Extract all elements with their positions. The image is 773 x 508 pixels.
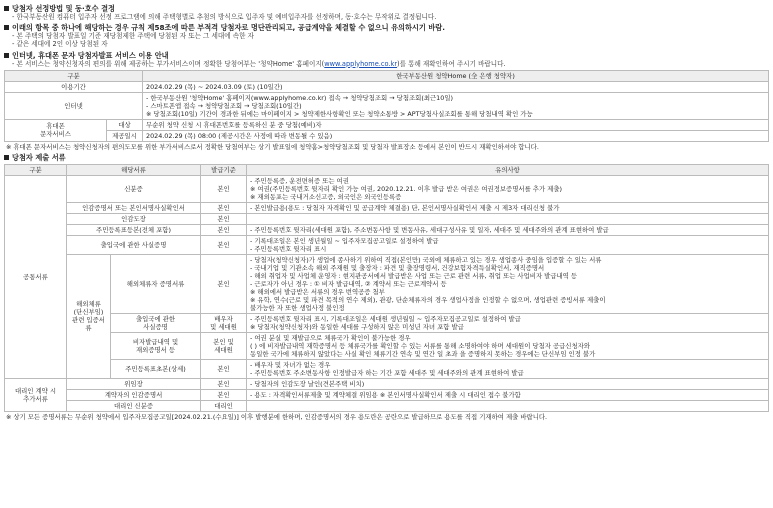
table2-note: ※ 상기 모든 증명서류는 무순위 청약에서 입주자모집공고일[2024.02.21.(수요일)] 이후 발행분에 한하며, 인감증명서의 경우 용도란은 공란으로 발급하므로 용도를 직접 기재하여 제출 바랍니다. [6,412,548,421]
section4-heading: 당첨자 제출 서류 [4,153,769,162]
document-name: 주민등록표등본(전체 포함) [67,224,201,235]
sms-label: 휴대폰 문자서비스 [5,119,107,141]
document-notes: - 당첨자의 인감도장 날인(견본주택 비치) [247,378,769,389]
proxy-docs-label: 대리인 계약 시 추가서류 [5,378,67,411]
table-row [5,235,769,254]
sms-target-value: 무순위 청약 신청 시 휴대폰번호를 등록하신 분 중 당첨(예비)자 [143,119,769,130]
document-name: 인감도장 [67,213,201,224]
document-notes: - 용도 : 자격확인서류제출 및 계약체결 위임용 ※ 본인서명사실확인서 제출 시 대리인 접수 불가함 [247,389,769,400]
issue-basis: 본인 [201,224,247,235]
square-bullet-icon [4,155,9,160]
table-row [5,313,769,332]
table-row [5,254,769,313]
issue-basis: 대리인 [201,400,247,411]
announcement-service-table [4,70,769,142]
document-name: 계약자의 인감증명서 [67,389,201,400]
table2-header-category: 구분 [5,164,67,175]
table2-header-notes: 유의사항 [247,164,769,175]
issue-basis: 본인 [201,202,247,213]
sms-time-value: 2024.02.29 (목) 08:00 (제공시간은 사정에 따라 변동될 수 있음) [143,130,769,141]
applyhome-link[interactable]: www.applyhome.co.kr [324,59,398,68]
table-row [5,378,769,389]
document-notes [247,400,769,411]
internet-instructions: - 한국부동산원 '청약Home' 홈페이지(www.applyhome.co.kr) 접속 → 청약당첨조회 → 당첨조회(최근10일) - 스마트폰앱 접속 → 청약당첨조회 → 당첨조회(10일간) ※ 당첨조회(10일) 기간이 경과한 뒤에는 마이페이지 > 청약제한사항확인 또는 청약소통방 > APT당첨사실조회를 통해 당첨내역 확인 가능 [143,92,769,119]
document-name: 인감증명서 또는 본인서명사실확인서 [67,202,201,213]
document-notes: - 주민등록증, 운전면허증 또는 여권 ※ 여권(주민등록번호 뒷자리 확인 가능 여권, 2020.12.21. 이후 발급 받은 여권은 여권정보증명서를 추가 제출) ※ 재외동포는 국내거소신고증, 외국인은 외국인등록증 [247,175,769,202]
issue-basis: 본인 [201,235,247,254]
issue-basis: 본인 [201,175,247,202]
document-notes [247,213,769,224]
table-row [5,224,769,235]
document-name: 주민등록표초본(상세) [111,359,201,378]
section2-line: - 같은 세대에 2인 이상 당첨된 자 [12,40,108,49]
document-notes: - 배우자 및 자녀가 없는 경우 - 주민등록번호 주소변동사항 인정발급자 하는 기간 포함 세대주 및 세대주와의 관계 표현하여 발급 [247,359,769,378]
section1-line: - 한국부동산원 컴퓨터 입주자 선정 프로그램에 의해 주택형별로 추첨의 방식으로 입주자 및 예비입주자를 선정하며, 동·호수는 무작위로 결정됩니다. [12,13,437,21]
internet-label: 인터넷 [5,92,143,119]
issue-basis: 본인 [201,359,247,378]
common-docs-label: 공통서류 [5,175,67,378]
document-name: 신분증 [67,175,201,202]
square-bullet-icon [4,53,9,58]
table2-header-document: 해당서류 [67,164,201,175]
square-bullet-icon [4,6,9,11]
table1-note: ※ 휴대폰 문자서비스는 청약신청자의 편의도모를 위한 부가서비스로서 정확한 당첨여부는 상기 발표일에 청약홈>청약당첨조회 및 당첨자 발표장소 등에서 본인이 반드시 재확인하셔야 합니다. [6,142,539,151]
document-name: 해외체류자 증명서류 [111,254,201,313]
table-row [5,202,769,213]
issue-basis: 본인 및 세대원 [201,332,247,359]
document-name: 출입국에 관한 사실증명 [111,313,201,332]
document-notes: - 당첨자(청약신청자)가 생업에 종사하기 위하여 직접(본인만) 국외에 체류하고 있는 경우 생업종사 중임을 입증할 수 있는 서류 - 국내기업 및 기관소속 해외 주재원 및 출장자 : 파견 및 출장명령서, 건강보험자격득실확인서, 재직증명서 - 해외 취업자 및 사업체 운영자 : 현지관공서에서 발급받은 사업 또는 근로 관련 서류, 취업 또는 사업비자 발급내역 등 - 근로자가 아닌 경우 : ① 비자 발급내역, ② 계약서 또는 근로계약서 등 ※ 해외에서 발급받은 서류의 경우 번역공증 첨부 ※ 유학, 연수(근로 및 파견 목적의 연수 제외), 관광, 단순체류자의 경우 생업사정을 인정할 수 없으며, 생업관련 증빙서류 제출이 불가능한 자 또한 생업사정 불인정 [247,254,769,313]
issue-basis: 배우자 및 세대원 [201,313,247,332]
required-documents-table [4,164,769,412]
table1-header-category: 구분 [5,70,143,81]
section2-heading: 이래의 항목 중 하나에 해당하는 경우 규칙 제58조에 따른 부적격 당첨자로 명단관리되고, 공급계약을 체결할 수 없으니 유의하시기 바람. [4,23,769,32]
document-notes: - 주민등록번호 뒷자리 표시, 기록대조일은 세대원 생년월일 ~ 입주자모집공고일로 설정하여 발급 ※ 당첨자(청약신청자)와 동일한 세대를 구성하지 않은 미성년 자녀 포함 발급 [247,313,769,332]
sms-time-label: 제공일시 [107,130,143,141]
issue-basis: 본인 [201,378,247,389]
document-notes: - 기록대조일은 본인 생년월일 ~ 입주자모집공고일로 설정하여 발급 - 주민등록번호 뒷자리 표시 [247,235,769,254]
document-name: 위임장 [67,378,201,389]
table2-header-basis: 발급기준 [201,164,247,175]
table-row [5,332,769,359]
section3-line: - 본 서비스는 청약신청자의 편의를 위해 제공하는 부가서비스이며 정확한 당첨여부는 '청약Home' 홈페이지(www.applyhome.co.kr)를 통해 재확인하여 주시기 바랍니다. [12,59,506,68]
document-notes: - 여권 분실 및 재발급으로 체류국가 확인이 불가능한 경우 ( ) 에 비자발급내역 재학증명서 등 체류국가를 확인할 수 있는 서류를 통해 소명하여야 하며 세대원이 당첨자 공급신청자와 동일한 국가에 체류하지 않았다는 사실 확인 체류기간 연속 및 연간 일 초과 을 증명하지 못하는 경우에는 단신부임 인정 불가 [247,332,769,359]
table-row [5,389,769,400]
table-row [5,213,769,224]
document-name: 대리인 신분증 [67,400,201,411]
section3-heading: 인터넷, 휴대폰 문자 당첨자발표 서비스 이용 안내 [4,51,769,60]
section1-heading: 당첨자 선정방법 및 동·호수 결정 [4,4,769,13]
overseas-docs-label: 해외체류 (단신부임) 관련 입증서류 [67,254,111,378]
document-name: 비자발급내역 및 재외증명서 등 [111,332,201,359]
document-notes: - 본인발급용(용도 : 당첨자 자격확인 및 공급계약 체결용) 단, 본인서명사실확인서 제출 시 제3자 대리신청 불가 [247,202,769,213]
issue-basis: 본인 [201,213,247,224]
table-row [5,400,769,411]
section2-line: - 본 주택의 당첨자 발표일 기준 재당첨제한 주택에 당첨된 자 또는 그 세대에 속한 자 [12,32,254,41]
issue-basis: 본인 [201,389,247,400]
table1-header-provider: 한국부동산원 청약Home (全 은행 청약자) [143,70,769,81]
document-name: 출입국에 관한 사실증명 [67,235,201,254]
issue-basis: 본인 [201,254,247,313]
period-value: 2024.02.29 (목) ~ 2024.03.09 (토) (10일간) [143,81,769,92]
table-row [5,359,769,378]
period-label: 이용기간 [5,81,143,92]
document-notes: - 주민등록번호 뒷자리(세대원 포함), 주소변동사항 및 변동사유, 세대구성사유 및 일자, 세대주 및 세대주와의 관계 표현하여 발급 [247,224,769,235]
square-bullet-icon [4,25,9,30]
table-row [5,175,769,202]
sms-target-label: 대상 [107,119,143,130]
